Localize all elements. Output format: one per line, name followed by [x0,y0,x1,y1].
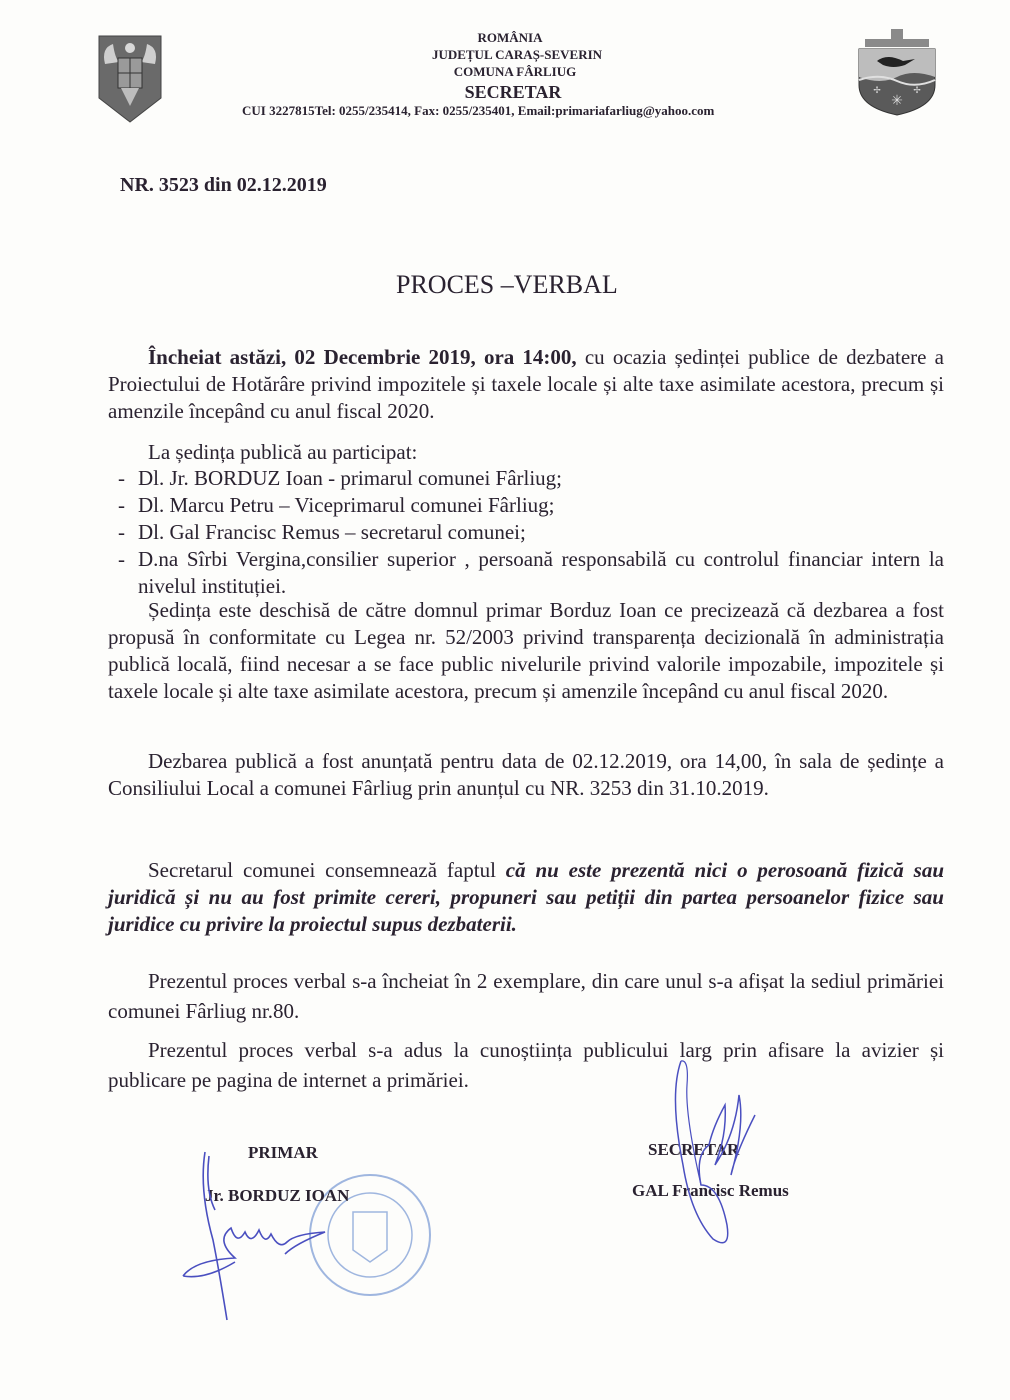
participant-text: Dl. Marcu Petru – Viceprimarul comunei Fârliug; [138,493,555,517]
header-county: JUDEȚUL CARAȘ-SEVERIN [431,47,603,62]
document-title: PROCES –VERBAL [396,270,618,299]
secretary-plain: Secretarul comunei consemnează faptul [148,858,506,882]
participant-text: D.na Sîrbi Vergina,consilier superior , persoană responsabilă cu controlul financiar intern la nivelul instituției. [138,547,944,598]
participant-text: Dl. Gal Francisc Remus – secretarul comunei; [138,520,526,544]
secretar-role: SECRETAR [648,1140,740,1159]
svg-text:✳: ✳ [891,93,903,109]
primar-name: Jr. BORDUZ IOAN [205,1186,350,1205]
header-country: ROMÂNIA [477,30,543,45]
secretary-emphasis: că nu este prezentă nici o perosoană fizică sau juridică și nu au fost primite cereri, propuneri sau petiții din partea persoanelor fizice sau juridice cu privire la proiectul supus dezbaterii. [108,858,944,936]
header-contact: CUI 3227815Tel: 0255/235414, Fax: 0255/235401, Email:primariafarliug@yahoo.com [242,103,715,118]
opening-paragraph: Ședința este deschisă de către domnul primar Borduz Ioan ce precizează că dezbarea a fost propusă în conformitate cu Legea nr. 52/2003 privind transparența decizională în administrația publică locală, fiind necesar a se face public nivelurile privind valorile impozabile, impozitele și taxele locale și alte taxe asimilate acestora, precum și amenzile începând cu anul fiscal 2020. [108,598,944,703]
svg-text:✢: ✢ [913,86,921,96]
participant-item: - Dl. Marcu Petru – Viceprimarul comunei Fârliug; [118,493,555,517]
secretar-signature [665,1055,775,1255]
secretar-name: GAL Francisc Remus [632,1181,789,1200]
intro-paragraph [108,344,944,425]
header-commune: COMUNA FÂRLIUG [453,64,577,79]
publicity-paragraph: Prezentul proces verbal s-a adus la cunoștiința publicului larg prin afisare la avizier și publicare pe pagina de internet a primăriei. [108,1038,944,1092]
intro-rest: cu ocazia ședinței publice de dezbatere a Proiectului de Hotărâre privind impozitele și taxele locale și alte taxe asimilate acestora, precum și amenzile începând cu anul fiscal 2020. [108,345,944,423]
participant-item: - D.na Sîrbi Vergina,consilier superior , persoană responsabilă cu controlul financiar intern la nivelul instituției. [118,547,944,598]
participants-list [108,465,944,600]
copies-paragraph: Prezentul proces verbal s-a încheiat în 2 exemplare, din care unul s-a afișat la sediul primăriei comunei Fârliug nr.80. [108,969,944,1023]
primar-signature [175,1150,375,1330]
svg-text:✢: ✢ [873,86,881,96]
intro-bold: Încheiat astăzi, 02 Decembrie 2019, ora 14:00, [148,345,577,369]
primar-role: PRIMAR [248,1143,318,1162]
participant-item: - Dl. Jr. BORDUZ Ioan - primarul comunei Fârliug; [118,466,563,490]
document-number: NR. 3523 din 02.12.2019 [120,174,327,196]
participant-text: Dl. Jr. BORDUZ Ioan - primarul comunei Fârliug; [138,466,563,490]
announcement-paragraph: Dezbarea publică a fost anunțată pentru data de 02.12.2019, ora 14,00, în sala de ședințe a Consiliului Local a comunei Fârliug prin anunțul cu NR. 3253 din 31.10.2019. [108,749,944,800]
participants-label: La ședința publică au participat: [148,440,418,464]
secretary-paragraph [108,857,944,938]
participant-item: - Dl. Gal Francisc Remus – secretarul comunei; [118,520,526,544]
header-office: SECRETAR [464,82,562,102]
